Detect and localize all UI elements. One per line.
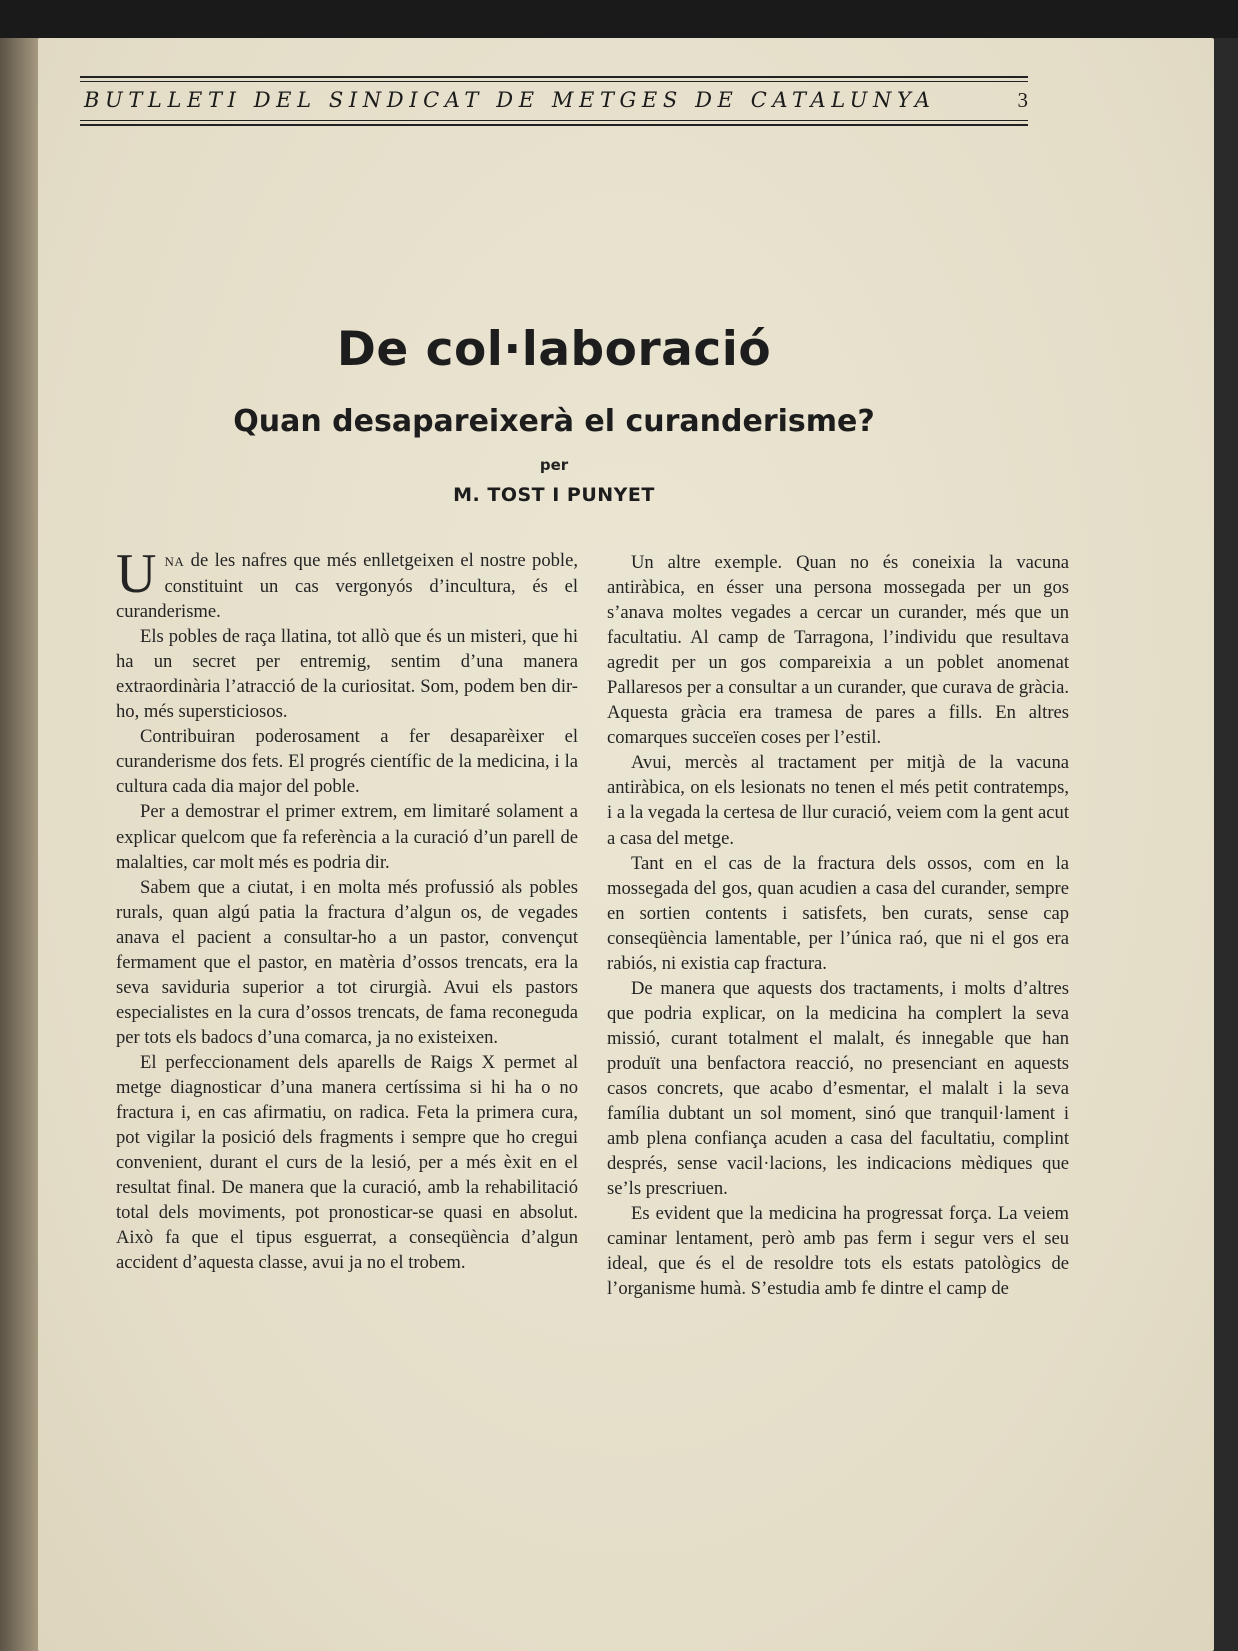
paragraph: Sabem que a ciutat, i en molta més profussió als pobles rurals, quan algú patia la fractura d’algun os, de vegades anava el pacient a consultar-ho a un pastor, convençut fermament que el pastor, en matèria d’ossos trencats, era la seva saviduria superior a tot cirurgià. Avui els pastors especialistes en la cura d’ossos trencats, de fama reconeguda per tots els badocs d’una comarca, ja no existeixen. <box>116 876 578 1048</box>
article-author: M. TOST I PUNYET <box>453 484 655 506</box>
paragraph: Contribuiran poderosament a fer desaparèixer el curanderisme dos fets. El progrés científic de la medicina, i la cultura cada dia major del poble. <box>116 726 578 798</box>
drop-cap: U <box>116 543 157 605</box>
left-column <box>116 543 578 1275</box>
smallcaps-lead: NA <box>164 554 185 569</box>
paragraph <box>116 543 578 624</box>
right-column <box>607 550 1069 1301</box>
header-rule <box>80 81 1028 82</box>
paragraph: De manera que aquests dos tractaments, i molts d’altres que podria explicar, on la medicina ha complert la seva missió, curant totalment el malalt, és innegable que han produït una benfactora reacció, no presenciant en aquests casos concrets, que acabo d’esmentar, el malalt i la seva família dubtant un sol moment, sinó que tranquil·lament i amb plena confiança acuden a casa del facultatiu, complint després, sense vacil·lacions, les indicacions mèdiques que se’ls prescriuen. <box>607 977 1069 1200</box>
book-spine-shadow <box>0 38 40 1651</box>
paragraph: Avui, mercès al tractament per mitjà de la vacuna antiràbica, on els lesionats no tenen el més petit contratemps, i a la vegada la certesa de llur curació, veiem com la gent acut a casa del metge. <box>607 752 1069 849</box>
paragraph: Un altre exemple. Quan no és coneixia la vacuna antiràbica, en ésser una persona mossegada per un gos s’anava moltes vegades a cercar un curander, més que un facultatiu. Al camp de Tarragona, l’individu que resultava agredit per un gos compareixia a un poblet anomenat Pallaresos per a consultar a un curander, que curava de gràcia. Aquesta gràcia era tramesa de pares a fills. En altres comarques succeïen coses per l’estil. <box>607 552 1069 749</box>
paragraph: Els pobles de raça llatina, tot allò que és un misteri, que hi ha un secret per entremig, sentim d’una manera extraordinària l’atracció de la curiositat. Som, podem ben dir-ho, més supersticiosos. <box>116 626 578 723</box>
running-header <box>80 72 1028 132</box>
header-rule <box>80 124 1028 126</box>
header-rule <box>80 76 1028 78</box>
paragraph: Per a demostrar el primer extrem, em limitaré solament a explicar quelcom que fa referència a la curació d’un parell de malalties, car molt més es podria dir. <box>116 801 578 873</box>
article-title: De col·laboració <box>336 322 772 377</box>
paragraph-text: de les nafres que més enlletgeixen el nostre poble, constituint un cas vergonyós d’incultura, és el curanderisme. <box>116 550 578 623</box>
article-subtitle: Quan desapareixerà el curanderisme? <box>233 404 875 439</box>
journal-title: BUTLLETI DEL SINDICAT DE METGES DE CATALUNYA <box>84 88 936 112</box>
paragraph: Tant en el cas de la fractura dels ossos, com en la mossegada del gos, quan acudien a casa del curander, sempre en sortien contents i satisfets, ben curats, sense cap conseqüència lamentable, per l’única raó, que ni el gos era rabiós, ni existia cap fractura. <box>607 852 1069 974</box>
page-number: 3 <box>1017 88 1028 112</box>
scan-border <box>1214 38 1238 1651</box>
header-rule <box>80 120 1028 121</box>
paragraph: El perfeccionament dels aparells de Raigs X permet al metge diagnosticar d’una manera certíssima si hi ha o no fractura i, en cas afirmatiu, on radica. Feta la primera cura, pot vigilar la posició dels fragments i sempre que ho cregui convenient, durant el curs de la lesió, per a més èxit en el resultat final. De manera que la curació, amb la rehabilitació total dels moviments, pot pronosticar-se quasi en absolut. Això fa que el tipus esguerrat, a conseqüència d’algun accident d’aquesta classe, avui ja no el trobem. <box>116 1051 578 1274</box>
paragraph: Es evident que la medicina ha progressat força. La veiem caminar lentament, però amb pas ferm i segur vers el seu ideal, que és el de resoldre tots els estats patològics de l’organisme humà. S’estudia amb fe dintre el camp de <box>607 1203 1069 1300</box>
byline-prefix: per <box>539 456 569 474</box>
